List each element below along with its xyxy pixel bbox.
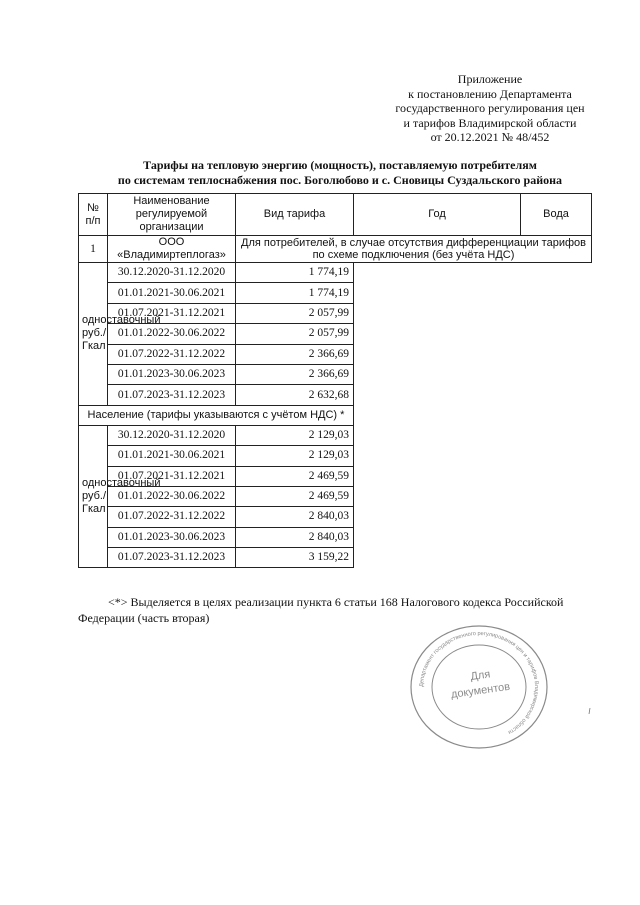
water-tariff-value: 3 159,22 xyxy=(236,548,354,568)
group2-tariff-type xyxy=(79,425,161,568)
period-cell: 01.07.2021-31.12.2021 xyxy=(108,466,236,486)
tariff-unit-label: руб./Гкал xyxy=(82,327,107,353)
water-tariff-value: 2 129,03 xyxy=(236,446,354,466)
footnote-line-1: <*> Выделяется в целях реализации пункта 6 статьи 168 Налогового кодекса Российской xyxy=(108,595,564,609)
table-row xyxy=(79,527,592,547)
appendix-date-number: от 20.12.2021 № 48/452 xyxy=(430,130,550,144)
water-tariff-value: 2 469,59 xyxy=(236,486,354,506)
water-tariff-value: 2 057,99 xyxy=(236,303,354,323)
table-row xyxy=(79,364,592,384)
period-cell: 30.12.2020-31.12.2020 xyxy=(108,425,236,445)
stamp-word-1: Для xyxy=(469,668,492,684)
header-org: Наименование регулируемой организации xyxy=(108,194,236,236)
appendix-decree-line: к постановлению Департамента xyxy=(408,86,572,101)
period-cell: 01.01.2022-30.06.2022 xyxy=(108,324,236,344)
water-tariff-value: 2 366,69 xyxy=(236,344,354,364)
group2-label-row xyxy=(79,405,592,425)
header-year: Год xyxy=(354,194,521,236)
table-row xyxy=(79,324,592,344)
document-title xyxy=(60,158,620,188)
water-tariff-value: 1 774,19 xyxy=(236,283,354,303)
table-row xyxy=(79,344,592,364)
tariff-type-label: одноставочный xyxy=(82,314,161,327)
header-tariff-type: Вид тарифа xyxy=(236,194,354,236)
table-row xyxy=(79,548,592,568)
tariff-table xyxy=(78,193,592,568)
group1-tariff-type xyxy=(79,263,161,406)
period-cell: 01.01.2023-30.06.2023 xyxy=(108,527,236,547)
table-row xyxy=(79,507,592,527)
appendix-header xyxy=(380,72,600,145)
header-num: № п/п xyxy=(79,194,108,236)
period-cell: 01.07.2022-31.12.2022 xyxy=(108,344,236,364)
tariff-type-label: одноставочный xyxy=(82,477,161,490)
period-cell: 01.01.2023-30.06.2023 xyxy=(108,364,236,384)
table-row xyxy=(79,425,592,445)
group1-label: Для потребителей, в случае отсутствия дифференциации тарифов по схеме подключения (без учёта НДС) xyxy=(236,236,592,263)
water-tariff-value: 2 469,59 xyxy=(236,466,354,486)
table-row xyxy=(79,263,592,283)
water-tariff-value: 2 366,69 xyxy=(236,364,354,384)
stamp-ring-text: Департамент государственного регулирования цен и тарифов Владимирской области xyxy=(418,630,540,736)
table-row xyxy=(79,486,592,506)
period-cell: 01.07.2022-31.12.2022 xyxy=(108,507,236,527)
organization-cell xyxy=(108,236,236,263)
period-cell: 01.07.2021-31.12.2021 xyxy=(108,303,236,323)
water-tariff-value: 1 774,19 xyxy=(236,263,354,283)
appendix-region-line: и тарифов Владимирской области xyxy=(403,115,577,130)
title-line-2: по системам теплоснабжения пос. Боголюбово и с. Сновицы Суздальского района xyxy=(117,173,563,187)
water-tariff-value: 2 840,03 xyxy=(236,527,354,547)
row-number-cell: 1 xyxy=(79,236,108,263)
table-header-row xyxy=(79,194,592,236)
water-tariff-value: 2 632,68 xyxy=(236,385,354,405)
table-row xyxy=(79,283,592,303)
group2-label: Население (тарифы указываются с учётом НДС) * xyxy=(79,405,354,425)
org-name-line-2: «Владимиртеплогаз» xyxy=(117,249,226,261)
period-cell: 30.12.2020-31.12.2020 xyxy=(108,263,236,283)
period-cell: 01.07.2023-31.12.2023 xyxy=(108,548,236,568)
appendix-department-line: государственного регулирования цен xyxy=(395,101,585,115)
table-row xyxy=(79,385,592,405)
group1-label-row xyxy=(79,236,592,263)
period-cell: 01.07.2023-31.12.2023 xyxy=(108,385,236,405)
period-cell: 01.01.2021-30.06.2021 xyxy=(108,283,236,303)
period-cell: 01.01.2022-30.06.2022 xyxy=(108,486,236,506)
margin-mark xyxy=(588,708,591,714)
footnote xyxy=(78,594,598,626)
footnote-line-2: Федерации (часть вторая) xyxy=(78,611,210,625)
water-tariff-value: 2 129,03 xyxy=(236,425,354,445)
title-line-1: Тарифы на тепловую энергию (мощность), поставляемую потребителям xyxy=(143,158,537,172)
header-water: Вода xyxy=(521,194,592,236)
period-cell: 01.01.2021-30.06.2021 xyxy=(108,446,236,466)
for-documents-stamp xyxy=(408,624,550,750)
appendix-label: Приложение xyxy=(457,72,523,86)
table-row xyxy=(79,446,592,466)
stamp-word-2: документов xyxy=(450,680,511,701)
tariff-unit-label: руб./Гкал xyxy=(82,490,107,516)
water-tariff-value: 2 057,99 xyxy=(236,324,354,344)
org-name-line-1: ООО xyxy=(158,236,185,248)
water-tariff-value: 2 840,03 xyxy=(236,507,354,527)
